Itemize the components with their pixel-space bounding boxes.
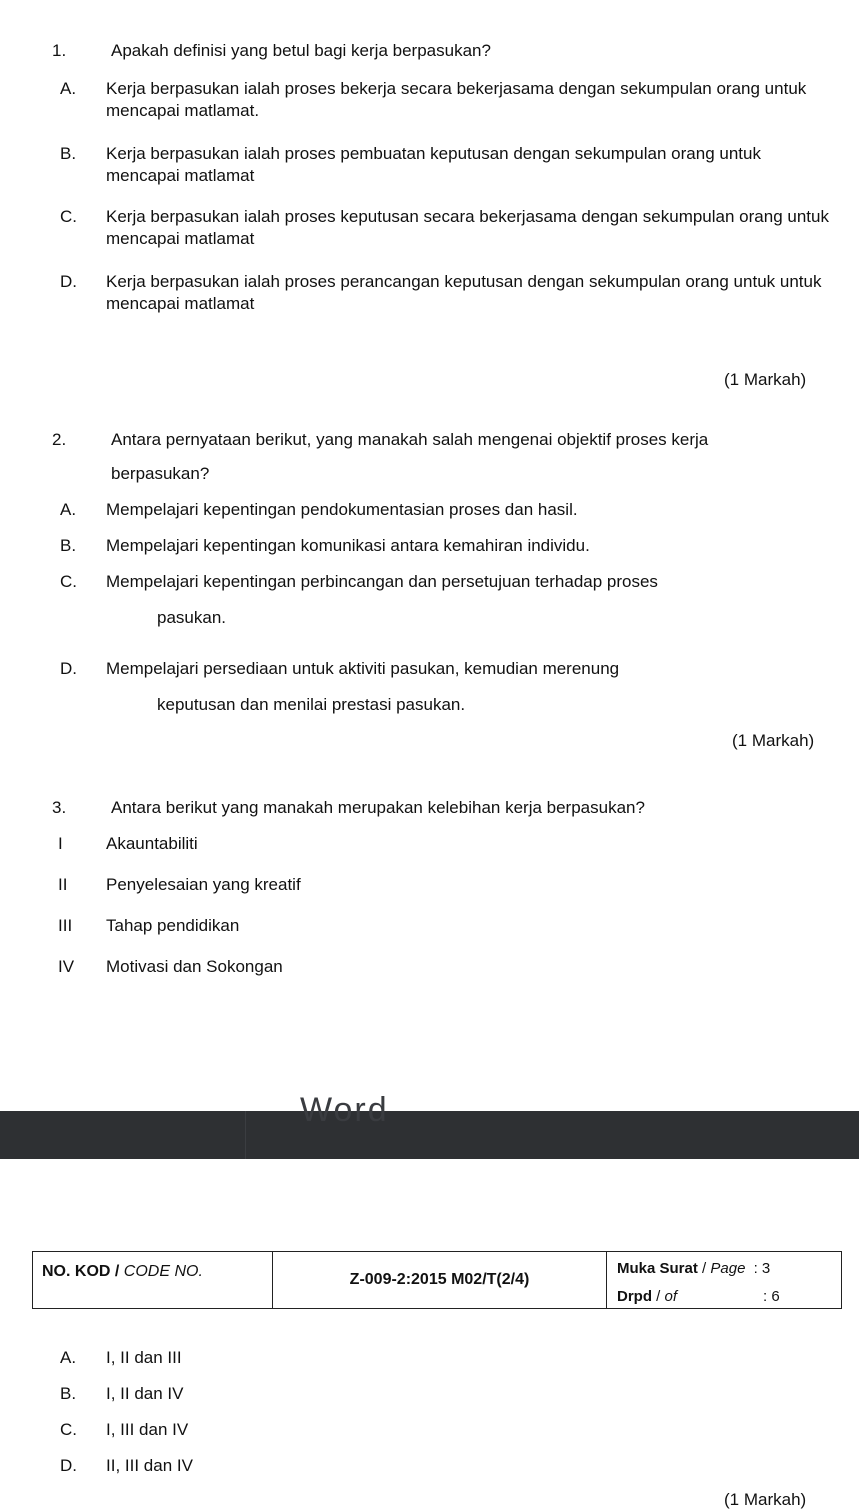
q3-item-3-roman: III (58, 916, 73, 935)
q3-item-2-roman: II (58, 875, 68, 894)
q2-option-d-text-line2: keputusan dan menilai prestasi pasukan. (157, 695, 466, 714)
q2-option-d-text-line1: Mempelajari persediaan untuk aktiviti pasukan, kemudian merenung (106, 659, 620, 678)
q2-number: 2. (52, 430, 67, 449)
q2-option-a-text: Mempelajari kepentingan pendokumentasian proses dan hasil. (106, 500, 578, 519)
q3-option-b-letter: B. (60, 1384, 77, 1403)
page-label-sep: / (697, 1260, 711, 1277)
q1-option-b-letter: B. (60, 144, 77, 163)
code-label-italic: CODE NO. (123, 1263, 203, 1280)
code-label-bold: NO. KOD / (42, 1263, 120, 1280)
page-label-row (617, 1258, 770, 1280)
q1-option-c-letter: C. (60, 207, 77, 226)
q3-question: Antara berikut yang manakah merupakan kelebihan kerja berpasukan? (111, 798, 645, 817)
q1-option-d-text: Kerja berpasukan ialah proses perancangan keputusan dengan sekumpulan orang untuk untuk mencapai matlamat (106, 272, 822, 313)
q3-item-1-roman: I (58, 834, 63, 853)
code-value: Z-009-2:2015 M02/T(2/4) (349, 1271, 530, 1288)
of-label-bold: Drpd (617, 1288, 652, 1305)
page-label-bold: Muka Surat (617, 1260, 698, 1277)
of-label-row (617, 1286, 780, 1308)
q2-option-d-letter: D. (60, 659, 77, 678)
q2-question-line2: berpasukan? (111, 464, 210, 483)
q3-number: 3. (52, 798, 67, 817)
q1-option-b-text: Kerja berpasukan ialah proses pembuatan keputusan dengan sekumpulan orang untuk mencapai matlamat (106, 144, 761, 185)
q1-option-a-text: Kerja berpasukan ialah proses bekerja secara bekerjasama dengan sekumpulan orang untuk mencapai matlamat. (106, 79, 807, 120)
q2-option-b-letter: B. (60, 536, 77, 555)
q2-marks: (1 Markah) (732, 731, 815, 750)
q1-marks: (1 Markah) (724, 370, 807, 389)
of-label-sep: / (652, 1288, 665, 1305)
page-info-cell (607, 1252, 842, 1309)
overlay-divider (245, 1111, 246, 1159)
code-value-cell (273, 1252, 607, 1309)
q2-question-line1: Antara pernyataan berikut, yang manakah salah mengenai objektif proses kerja (111, 430, 709, 449)
q2-option-b-text: Mempelajari kepentingan komunikasi antara kemahiran individu. (106, 536, 590, 555)
q3-marks: (1 Markah) (724, 1490, 807, 1509)
q2-option-c-text-line2: pasukan. (157, 608, 226, 627)
q2-option-c-text-line1: Mempelajari kepentingan perbincangan dan persetujuan terhadap proses (106, 572, 658, 591)
q1-option-c-text: Kerja berpasukan ialah proses keputusan secara bekerjasama dengan sekumpulan orang untuk mencapai matlamat (106, 207, 829, 248)
q2-option-a-letter: A. (60, 500, 77, 519)
code-label-cell (33, 1252, 273, 1309)
q3-option-c-text: I, III dan IV (106, 1420, 189, 1439)
q3-option-a-letter: A. (60, 1348, 77, 1367)
q1-option-a-letter: A. (60, 79, 77, 98)
q3-option-a-text: I, II dan III (106, 1348, 182, 1367)
document-code-table (32, 1251, 842, 1309)
q2-option-c-letter: C. (60, 572, 77, 591)
overlay-ghost-text: Word (300, 1091, 389, 1129)
page-label-italic: Page (710, 1260, 746, 1277)
of-value: : 6 (763, 1288, 780, 1305)
q3-item-2-text: Penyelesaian yang kreatif (106, 875, 301, 894)
q3-item-4-roman: IV (58, 957, 75, 976)
q3-item-3-text: Tahap pendidikan (106, 916, 240, 935)
overlay-band (0, 1091, 859, 1159)
q3-option-d-letter: D. (60, 1456, 77, 1475)
q3-option-d-text: II, III dan IV (106, 1456, 193, 1475)
page-value: : 3 (753, 1260, 771, 1277)
q1-number: 1. (52, 41, 67, 60)
q3-item-1-text: Akauntabiliti (106, 834, 198, 853)
q1-question: Apakah definisi yang betul bagi kerja berpasukan? (111, 41, 491, 60)
q3-option-c-letter: C. (60, 1420, 77, 1439)
of-label-italic: of (664, 1288, 678, 1305)
q3-item-4-text: Motivasi dan Sokongan (106, 957, 283, 976)
q1-option-d-letter: D. (60, 272, 77, 291)
q3-option-b-text: I, II dan IV (106, 1384, 184, 1403)
